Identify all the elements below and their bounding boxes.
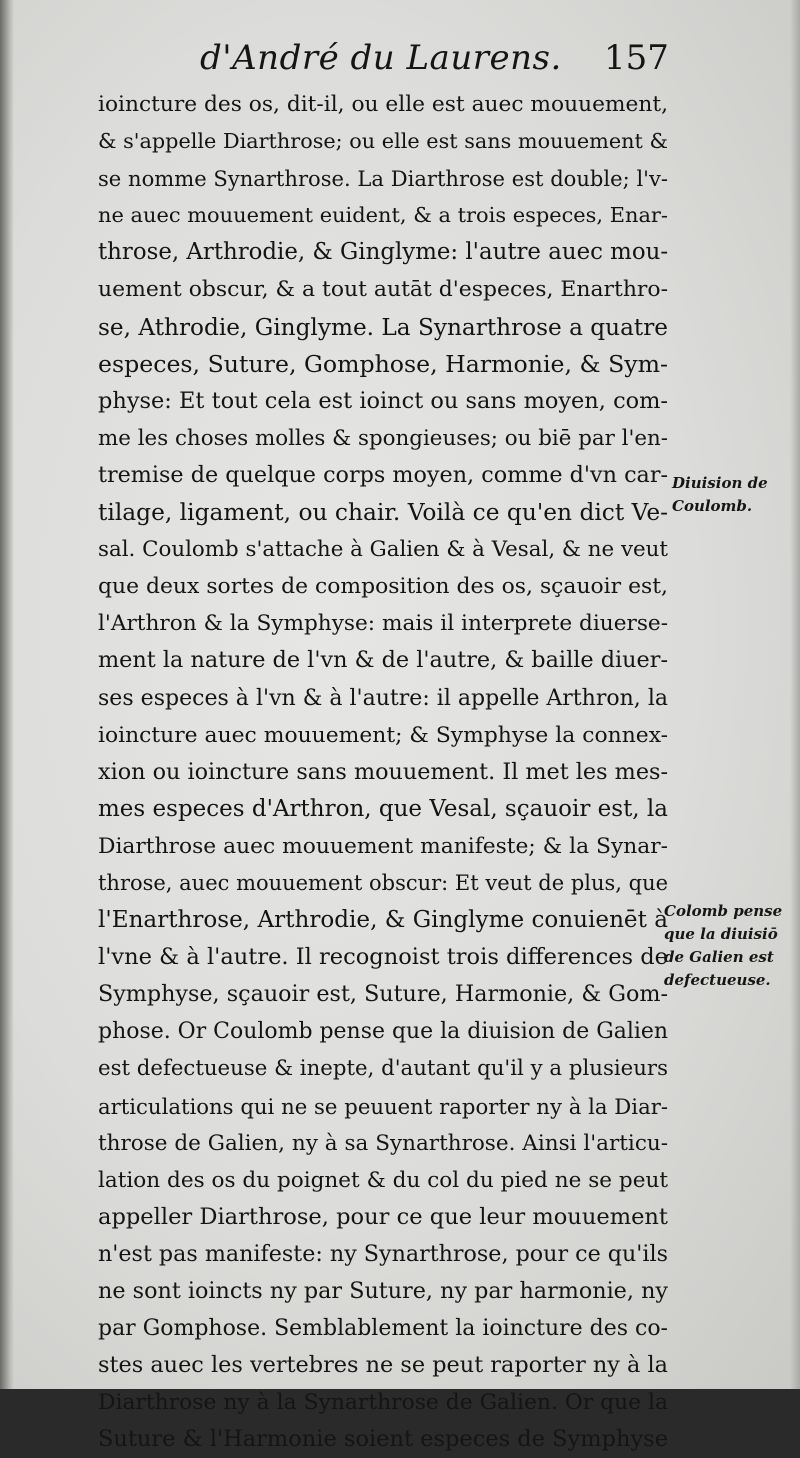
text-line: ioincture auec mouuement; & Symphyse la connex- xyxy=(98,722,668,748)
text-line: me les choses molles & spongieuses; ou biē par l'en- xyxy=(98,425,668,451)
text-line: sal. Coulomb s'attache à Galien & à Vesal, & ne veut xyxy=(98,537,668,563)
text-line: mes especes d'Arthron, que Vesal, sçauoir est, la xyxy=(98,795,669,822)
text-line: appeller Diarthrose, pour ce que leur mouuement xyxy=(98,1203,668,1230)
margin-note-line: Colomb pense xyxy=(664,902,783,920)
margin-note-line: Coulomb. xyxy=(672,497,753,515)
text-line: throse de Galien, ny à sa Synarthrose. Ainsi l'articu- xyxy=(98,1130,668,1156)
text-line: se nomme Synarthrose. La Diarthrose est double; l'v- xyxy=(98,166,668,192)
text-line: ioincture des os, dit-il, ou elle est auec mouuement, xyxy=(98,92,668,117)
text-line: lation des os du poignet & du col du pied ne se peut xyxy=(98,1167,668,1193)
text-line: xion ou ioincture sans mouuement. Il met les mes- xyxy=(98,758,668,785)
margin-note-colomb-pense xyxy=(664,900,788,992)
text-line: Diarthrose auec mouuement manifeste; & la Synar- xyxy=(98,833,668,859)
text-line: physe: Et tout cela est ioinct ou sans moyen, com- xyxy=(98,387,668,414)
text-line: ses especes à l'vn & à l'autre: il appelle Arthron, la xyxy=(98,685,668,711)
text-line: ne sont ioincts ny par Suture, ny par harmonie, ny xyxy=(98,1278,668,1304)
text-line: est defectueuse & inepte, d'autant qu'il y a plusieurs xyxy=(98,1056,668,1082)
text-line: que deux sortes de composition des os, sçauoir est, xyxy=(98,574,668,600)
text-line: Symphyse, sçauoir est, Suture, Harmonie, & Gom- xyxy=(98,981,668,1008)
margin-note-line: que la diuisiō xyxy=(664,925,778,943)
text-line: l'vne & à l'autre. Il recognoist trois differences de xyxy=(98,944,668,971)
text-line: tremise de quelque corps moyen, comme d'vn car- xyxy=(98,461,668,488)
text-line: stes auec les vertebres ne se peut raporter ny à la xyxy=(98,1352,668,1379)
page-edge-shadow xyxy=(790,0,800,1389)
text-line: Diarthrose ny à la Synarthrose de Galien. Or que la xyxy=(98,1390,668,1416)
text-line: ment la nature de l'vn & de l'autre, & baille diuer- xyxy=(98,647,668,674)
page-gutter-shadow xyxy=(0,0,14,1389)
text-line: phose. Or Coulomb pense que la diuision de Galien xyxy=(98,1019,669,1045)
running-header-title: d'André du Laurens. xyxy=(200,38,562,78)
text-line: par Gomphose. Semblablement la ioincture des co- xyxy=(98,1316,668,1342)
text-line: & s'appelle Diarthrose; ou elle est sans mouuement & xyxy=(98,129,668,154)
text-line: ne auec mouuement euident, & a trois especes, Enar- xyxy=(98,203,668,228)
margin-note-line: defectueuse. xyxy=(664,971,771,989)
margin-note-division-coulomb xyxy=(672,472,772,518)
text-line: tilage, ligament, ou chair. Voilà ce qu'en dict Ve- xyxy=(98,499,668,527)
body-text xyxy=(98,86,668,1458)
text-line: l'Arthron & la Symphyse: mais il interprete diuerse- xyxy=(98,611,668,637)
text-line: especes, Suture, Gomphose, Harmonie, & Sym- xyxy=(98,349,668,378)
text-line: Suture & l'Harmonie soient especes de Symphyse xyxy=(98,1426,668,1453)
text-line: n'est pas manifeste: ny Synarthrose, pour ce qu'ils xyxy=(98,1240,668,1267)
text-line: l'Enarthrose, Arthrodie, & Ginglyme conuienēt à xyxy=(98,907,668,934)
margin-note-line: Diuision de xyxy=(672,474,768,492)
text-line: throse, Arthrodie, & Ginglyme: l'autre auec mou- xyxy=(98,239,669,266)
margin-note-line: de Galien est xyxy=(664,948,774,966)
text-line: articulations qui ne se peuuent raporter ny à la Diar- xyxy=(98,1093,668,1119)
text-line: throse, auec mouuement obscur: Et veut de plus, que xyxy=(98,870,668,895)
page-number: 157 xyxy=(604,38,669,78)
text-line: se, Athrodie, Ginglyme. La Synarthrose a quatre xyxy=(98,313,669,341)
text-line: uement obscur, & a tout autāt d'especes, Enarthro- xyxy=(98,277,668,303)
